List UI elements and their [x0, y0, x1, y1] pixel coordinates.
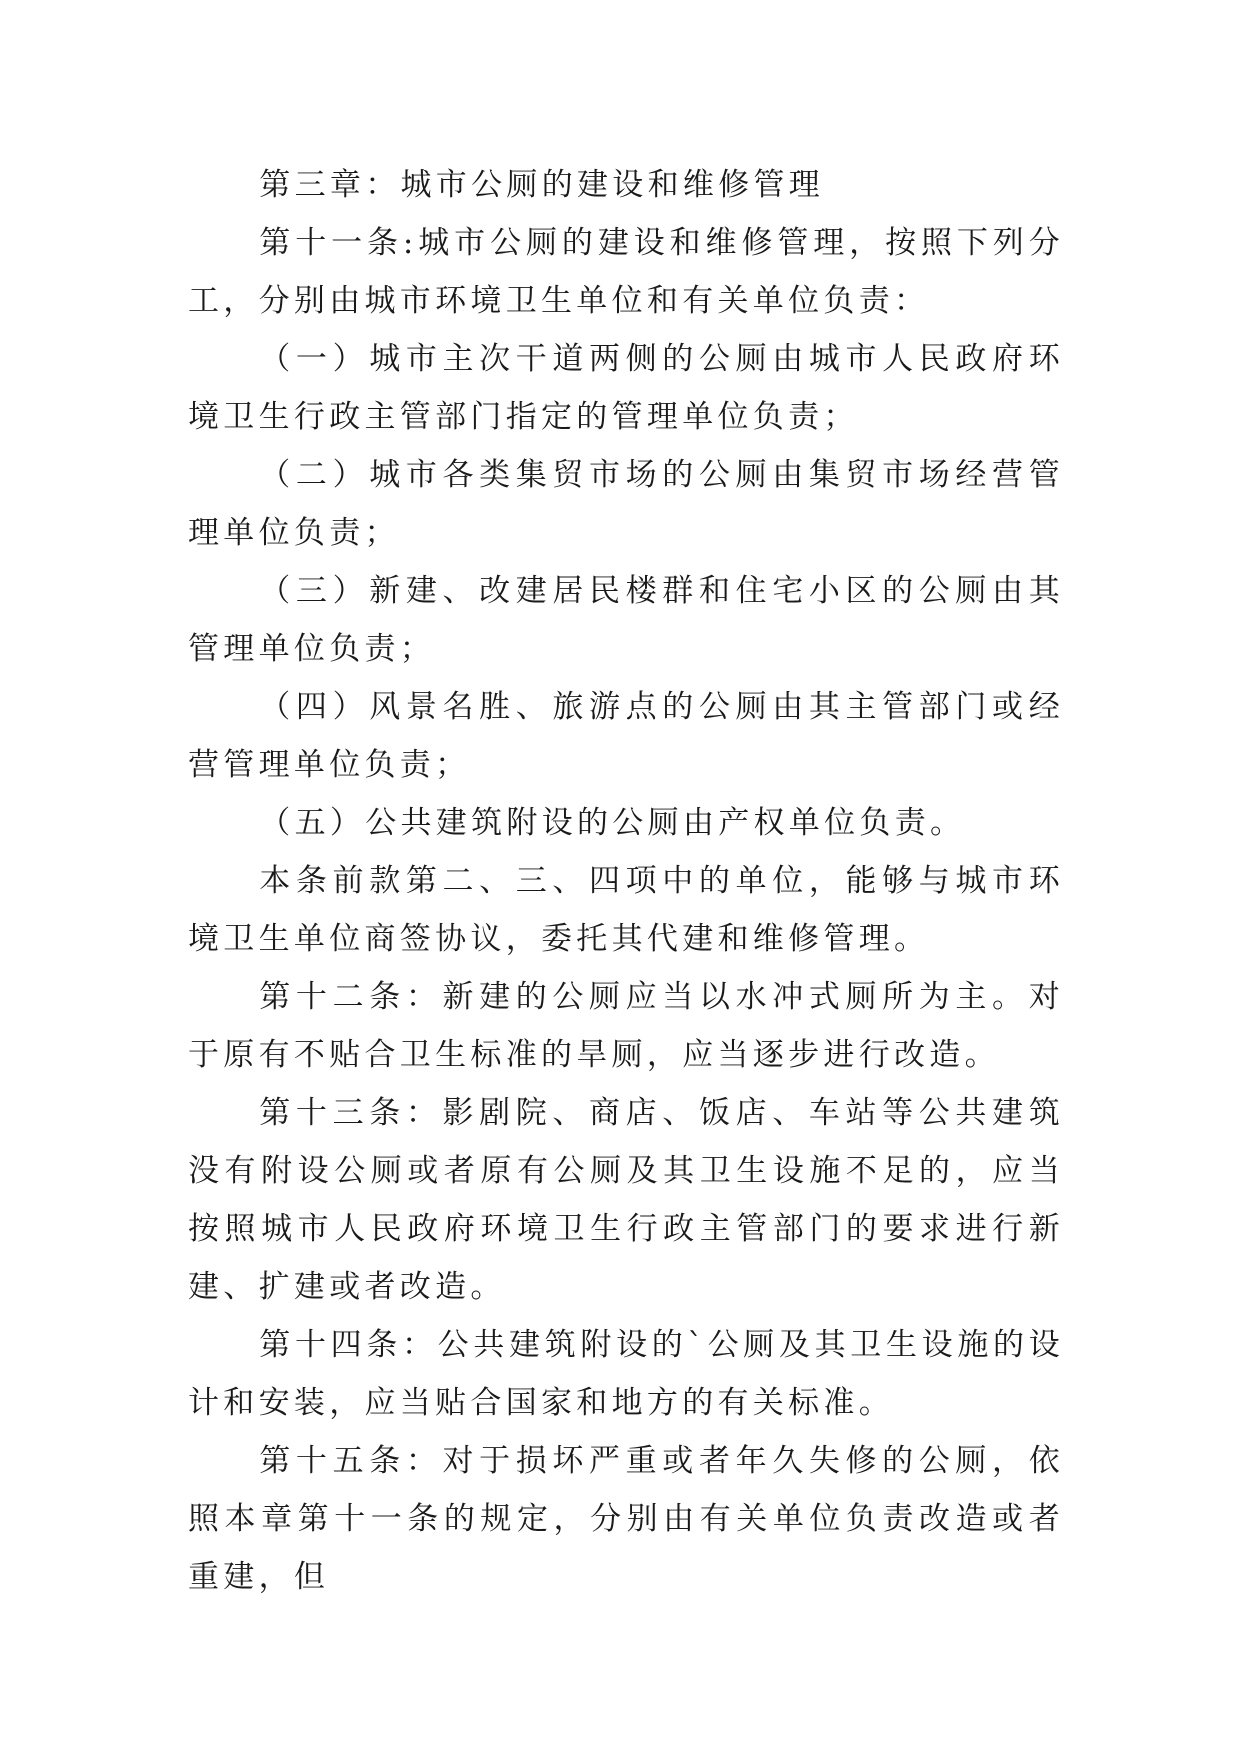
- article-15: 第十五条：对于损坏严重或者年久失修的公厕，依照本章第十一条的规定，分别由有关单位负责改造或者重建，但: [188, 1443, 1064, 1595]
- article-13: 第十三条：影剧院、商店、饭店、车站等公共建筑没有附设公厕或者原有公厕及其卫生设施不足的，应当按照城市人民政府环境卫生行政主管部门的要求进行新建、扩建或者改造。: [188, 1095, 1064, 1305]
- article-11-note: 本条前款第二、三、四项中的单位，能够与城市环境卫生单位商签协议，委托其代建和维修管理。: [188, 863, 1064, 957]
- document-body: [188, 156, 1064, 1606]
- article-11: 第十一条:城市公厕的建设和维修管理，按照下列分工，分别由城市环境卫生单位和有关单位负责：: [188, 225, 1064, 319]
- article-11-item-1: （一）城市主次干道两侧的公厕由城市人民政府环境卫生行政主管部门指定的管理单位负责；: [188, 341, 1064, 435]
- article-11-item-4: （四）风景名胜、旅游点的公厕由其主管部门或经营管理单位负责；: [188, 689, 1064, 783]
- article-11-item-3: （三）新建、改建居民楼群和住宅小区的公厕由其管理单位负责；: [188, 573, 1064, 667]
- chapter-heading: 第三章：城市公厕的建设和维修管理: [259, 167, 825, 203]
- article-12: 第十二条：新建的公厕应当以水冲式厕所为主。对于原有不贴合卫生标准的旱厕，应当逐步进行改造。: [188, 979, 1064, 1073]
- article-14: 第十四条：公共建筑附设的`公厕及其卫生设施的设计和安装，应当贴合国家和地方的有关标准。: [188, 1327, 1064, 1421]
- article-11-item-2: （二）城市各类集贸市场的公厕由集贸市场经营管理单位负责；: [188, 457, 1064, 551]
- article-11-item-5: （五）公共建筑附设的公厕由产权单位负责。: [259, 805, 966, 841]
